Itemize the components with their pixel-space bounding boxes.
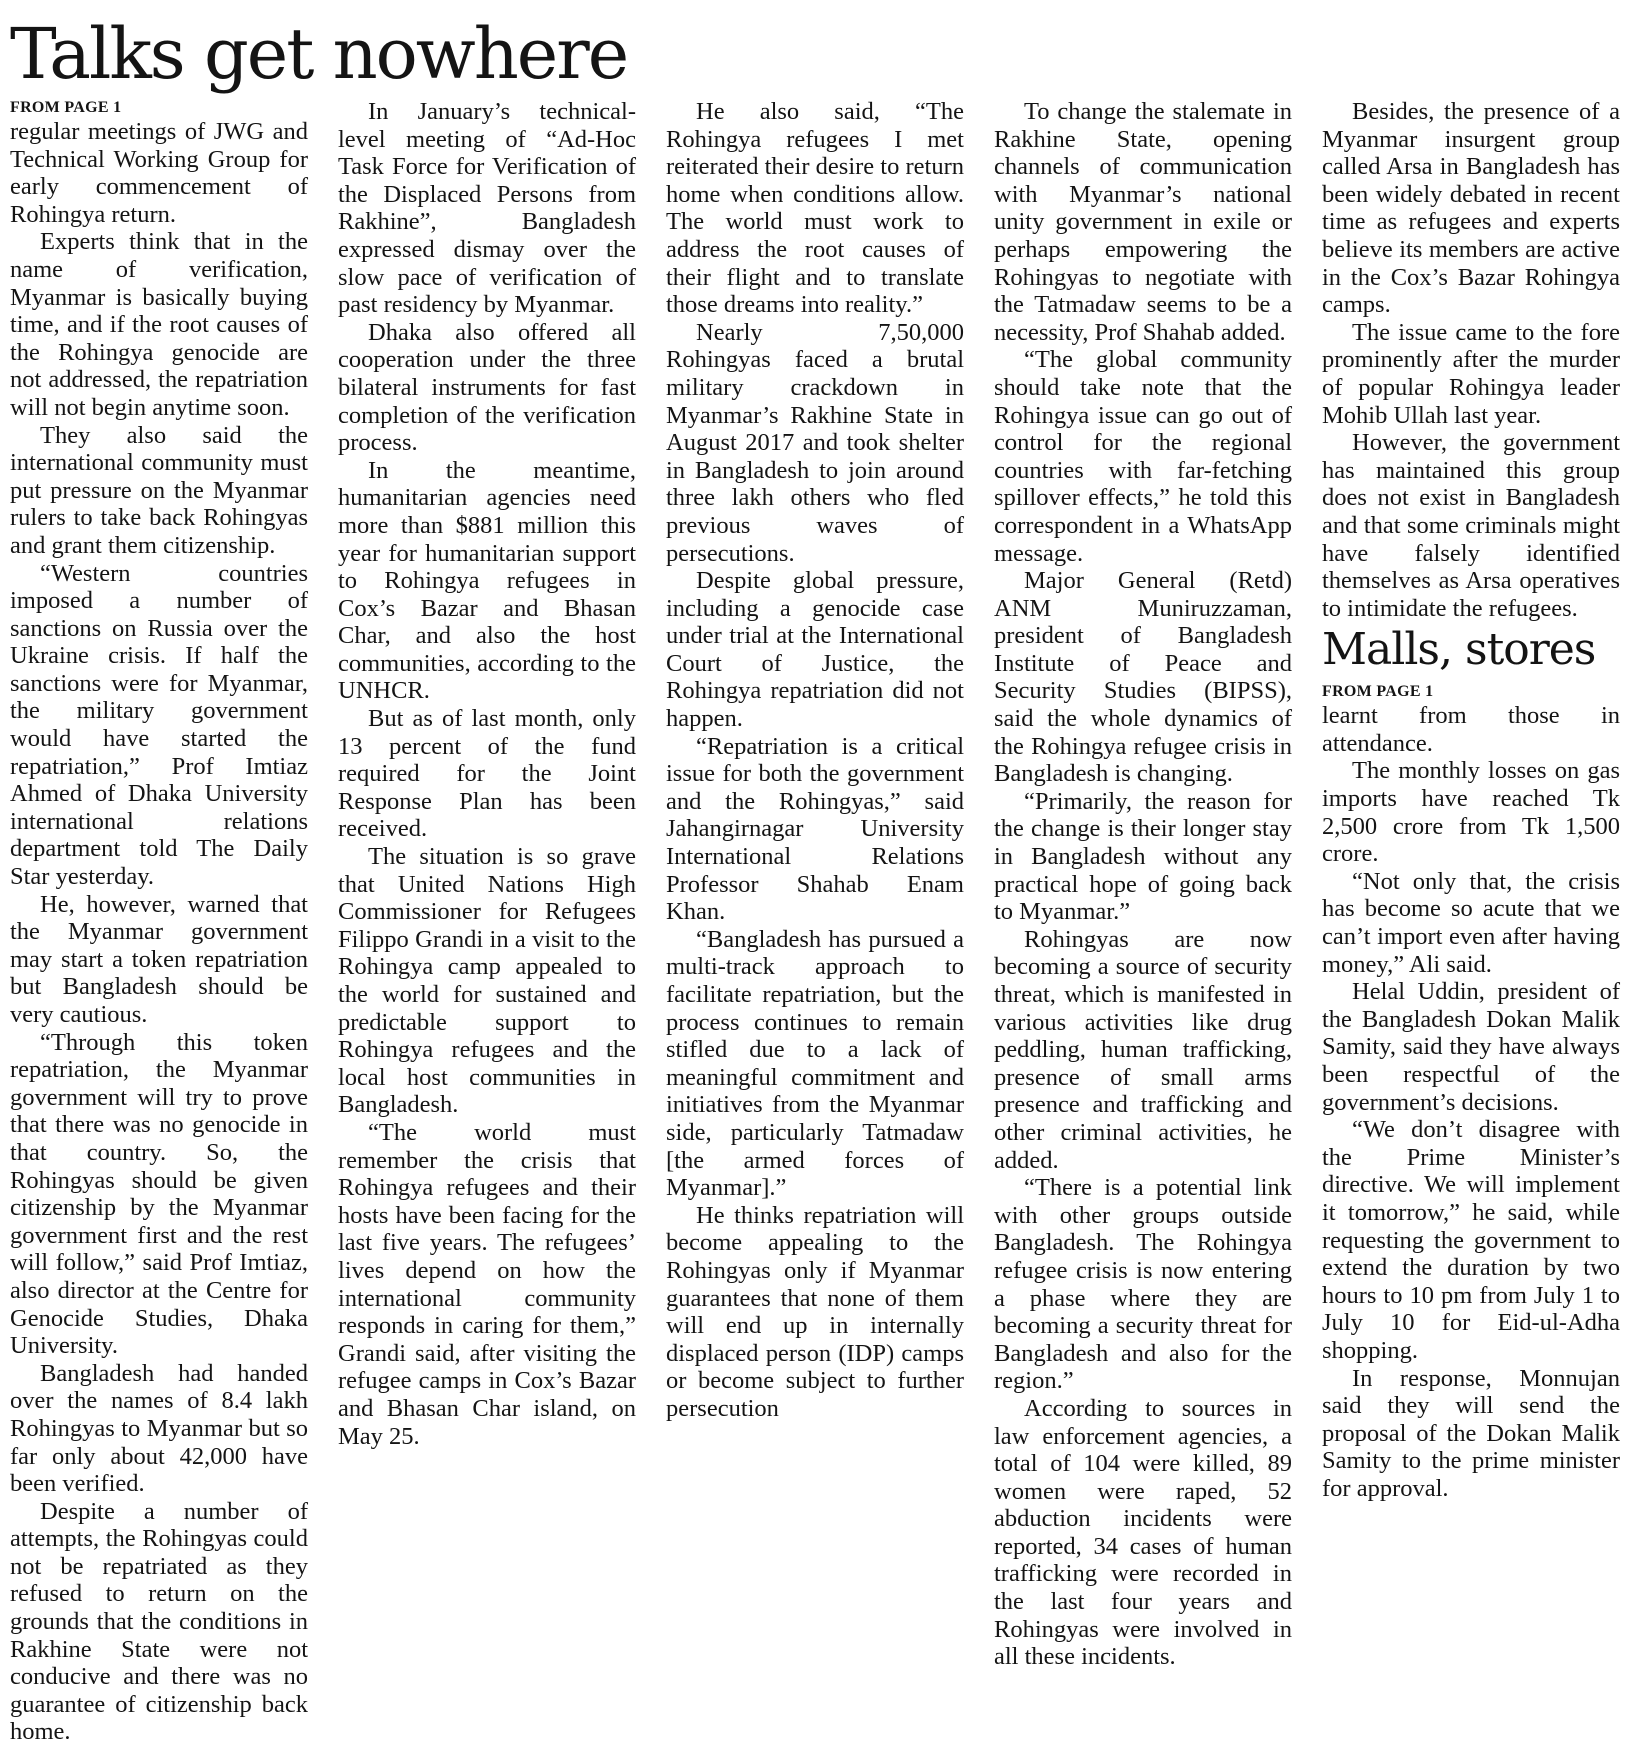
- paragraph: “There is a potential link with other groups outside Bangladesh. The Rohingya refugee crisis is now entering a phase where they are becoming a security threat for Bangladesh and also for the region.”: [994, 1174, 1292, 1395]
- paragraph: Despite a number of attempts, the Rohingyas could not be repatriated as they refused to return on the grounds that the conditions in Rakhine State were not conducive and there was no guarantee of citizenship back home.: [10, 1497, 308, 1746]
- paragraph: “Not only that, the crisis has become so acute that we can’t import even after having money,” Ali said.: [1322, 867, 1620, 978]
- paragraph: In the meantime, humanitarian agencies need more than $881 million this year for humanitarian support to Rohingya refugees in Cox’s Bazar and Bhasan Char, and also the host communities, according to the UNHCR.: [338, 456, 636, 705]
- paragraph: Helal Uddin, president of the Bangladesh Dokan Malik Samity, said they have always been respectful of the government’s decisions.: [1322, 978, 1620, 1116]
- paragraph: They also said the international community must put pressure on the Myanmar rulers to take back Rohingyas and grant them citizenship.: [10, 421, 308, 559]
- paragraph: Besides, the presence of a Myanmar insurgent group called Arsa in Bangladesh has been widely debated in recent time as refugees and experts believe its members are active in the Cox’s Bazar Rohingya camps.: [1322, 98, 1620, 319]
- paragraph: “Bangladesh has pursued a multi-track approach to facilitate repatriation, but the process continues to remain stifled due to a lack of meaningful commitment and initiatives from the Myanmar side, particularly Tatmadaw [the armed forces of Myanmar].”: [666, 925, 964, 1202]
- paragraph: In January’s technical-level meeting of “Ad-Hoc Task Force for Verification of the Displaced Persons from Rakhine”, Bangladesh expressed dismay over the slow pace of verification of past residency by Myanmar.: [338, 98, 636, 319]
- paragraph: Rohingyas are now becoming a source of security threat, which is manifested in various activities like drug peddling, human trafficking, presence of small arms presence and trafficking and other criminal activities, he added.: [994, 925, 1292, 1174]
- paragraph: The situation is so grave that United Nations High Commissioner for Refugees Filippo Grandi in a visit to the Rohingya camp appealed to the world for sustained and predictable support to Rohingya refugees and the local host communities in Bangladesh.: [338, 843, 636, 1119]
- paragraph: Despite global pressure, including a genocide case under trial at the International Court of Justice, the Rohingya repatriation did not happen.: [666, 567, 964, 733]
- paragraph: To change the stalemate in Rakhine State, opening channels of communication with Myanmar’s national unity government in exile or perhaps empowering the Rohingyas to negotiate with the Tatmadaw seems to be a necessity, Prof Shahab added.: [994, 98, 1292, 346]
- story-kicker: FROM PAGE 1: [10, 99, 122, 116]
- paragraph: “Repatriation is a critical issue for both the government and the Rohingyas,” said Jahangirnagar University International Relations Professor Shahab Enam Khan.: [666, 732, 964, 926]
- paragraph: “The world must remember the crisis that Rohingya refugees and their hosts have been facing for the last five years. The refugees’ lives depend on how the international community responds in caring for them,” Grandi said, after visiting the refugee camps in Cox’s Bazar and Bhasan Char island, on May 25.: [338, 1118, 636, 1450]
- column-3: [666, 98, 964, 1644]
- paragraph: learnt from those in attendance.: [1322, 702, 1620, 757]
- paragraph: “The global community should take note that the Rohingya issue can go out of control for the regional countries with far-fetching spillover effects,” he told this correspondent in a WhatsApp message.: [994, 346, 1292, 567]
- paragraph: “Through this token repatriation, the Myanmar government will try to prove that there was no genocide in that country. So, the Rohingyas should be given citizenship by the Myanmar government first and the rest will follow,” said Prof Imtiaz, also director at the Centre for Genocide Studies, Dhaka University.: [10, 1028, 308, 1360]
- column-2: [338, 98, 636, 1644]
- paragraph: The issue came to the fore prominently after the murder of popular Rohingya leader Mohib Ullah last year.: [1322, 318, 1620, 429]
- column-1: [10, 98, 308, 1746]
- second-story-headline: Malls, stores: [1322, 624, 1596, 676]
- paragraph: In response, Monnujan said they will send the proposal of the Dokan Malik Samity to the prime minister for approval.: [1322, 1364, 1620, 1502]
- paragraph: According to sources in law enforcement agencies, a total of 104 were killed, 89 women were raped, 52 abduction incidents were reported, 34 cases of human trafficking were recorded in the last four years and Rohingyas were involved in all these incidents.: [994, 1394, 1292, 1671]
- paragraph: But as of last month, only 13 percent of the fund required for the Joint Response Plan has been received.: [338, 705, 636, 843]
- paragraph: The monthly losses on gas imports have reached Tk 2,500 crore from Tk 1,500 crore.: [1322, 757, 1620, 868]
- paragraph: Bangladesh had handed over the names of 8.4 lakh Rohingyas to Myanmar but so far only about 42,000 have been verified.: [10, 1359, 308, 1498]
- paragraph: Dhaka also offered all cooperation under the three bilateral instruments for fast completion of the verification process.: [338, 318, 636, 457]
- paragraph: “We don’t disagree with the Prime Minister’s directive. We will implement it tomorrow,” he said, while requesting the government to extend the duration by two hours to 10 pm from July 1 to July 10 for Eid-ul-Adha shopping.: [1322, 1116, 1620, 1364]
- paragraph: “Western countries imposed a number of sanctions on Russia over the Ukraine crisis. If half the sanctions were for Myanmar, the military government would have started the repatriation,” Prof Imtiaz Ahmed of Dhaka University international relations department told The Daily Star yesterday.: [10, 559, 308, 891]
- story-headline: Talks get nowhere: [10, 13, 628, 95]
- paragraph: However, the government has maintained this group does not exist in Bangladesh and that some criminals might have falsely identified themselves as Arsa operatives to intimidate the refugees.: [1322, 429, 1620, 622]
- paragraph: “Primarily, the reason for the change is their longer stay in Bangladesh without any practical hope of going back to Myanmar.”: [994, 787, 1292, 926]
- paragraph: He also said, “The Rohingya refugees I met reiterated their desire to return home when conditions allow. The world must work to address the root causes of their flight and to translate those dreams into reality.”: [666, 98, 964, 319]
- column-4: [994, 98, 1292, 1671]
- paragraph: Experts think that in the name of verification, Myanmar is basically buying time, and if the root causes of the Rohingya genocide are not addressed, the repatriation will not begin anytime soon.: [10, 228, 308, 421]
- column-5: [1322, 98, 1620, 1644]
- paragraph: regular meetings of JWG and Technical Working Group for early commencement of Rohingya return.: [10, 118, 308, 228]
- second-story-kicker: FROM PAGE 1: [1322, 683, 1434, 701]
- paragraph: He thinks repatriation will become appealing to the Rohingyas only if Myanmar guarantees that none of them will end up in internally displaced person (IDP) camps or become subject to further persecution: [666, 1201, 964, 1422]
- paragraph: Nearly 7,50,000 Rohingyas faced a brutal military crackdown in Myanmar’s Rakhine State in August 2017 and took shelter in Bangladesh to join around three lakh others who fled previous waves of persecutions.: [666, 318, 964, 567]
- paragraph: Major General (Retd) ANM Muniruzzaman, president of Bangladesh Institute of Peace and Security Studies (BIPSS), said the whole dynamics of the Rohingya refugee crisis in Bangladesh is changing.: [994, 567, 1292, 788]
- paragraph: He, however, warned that the Myanmar government may start a token repatriation but Bangladesh should be very cautious.: [10, 890, 308, 1028]
